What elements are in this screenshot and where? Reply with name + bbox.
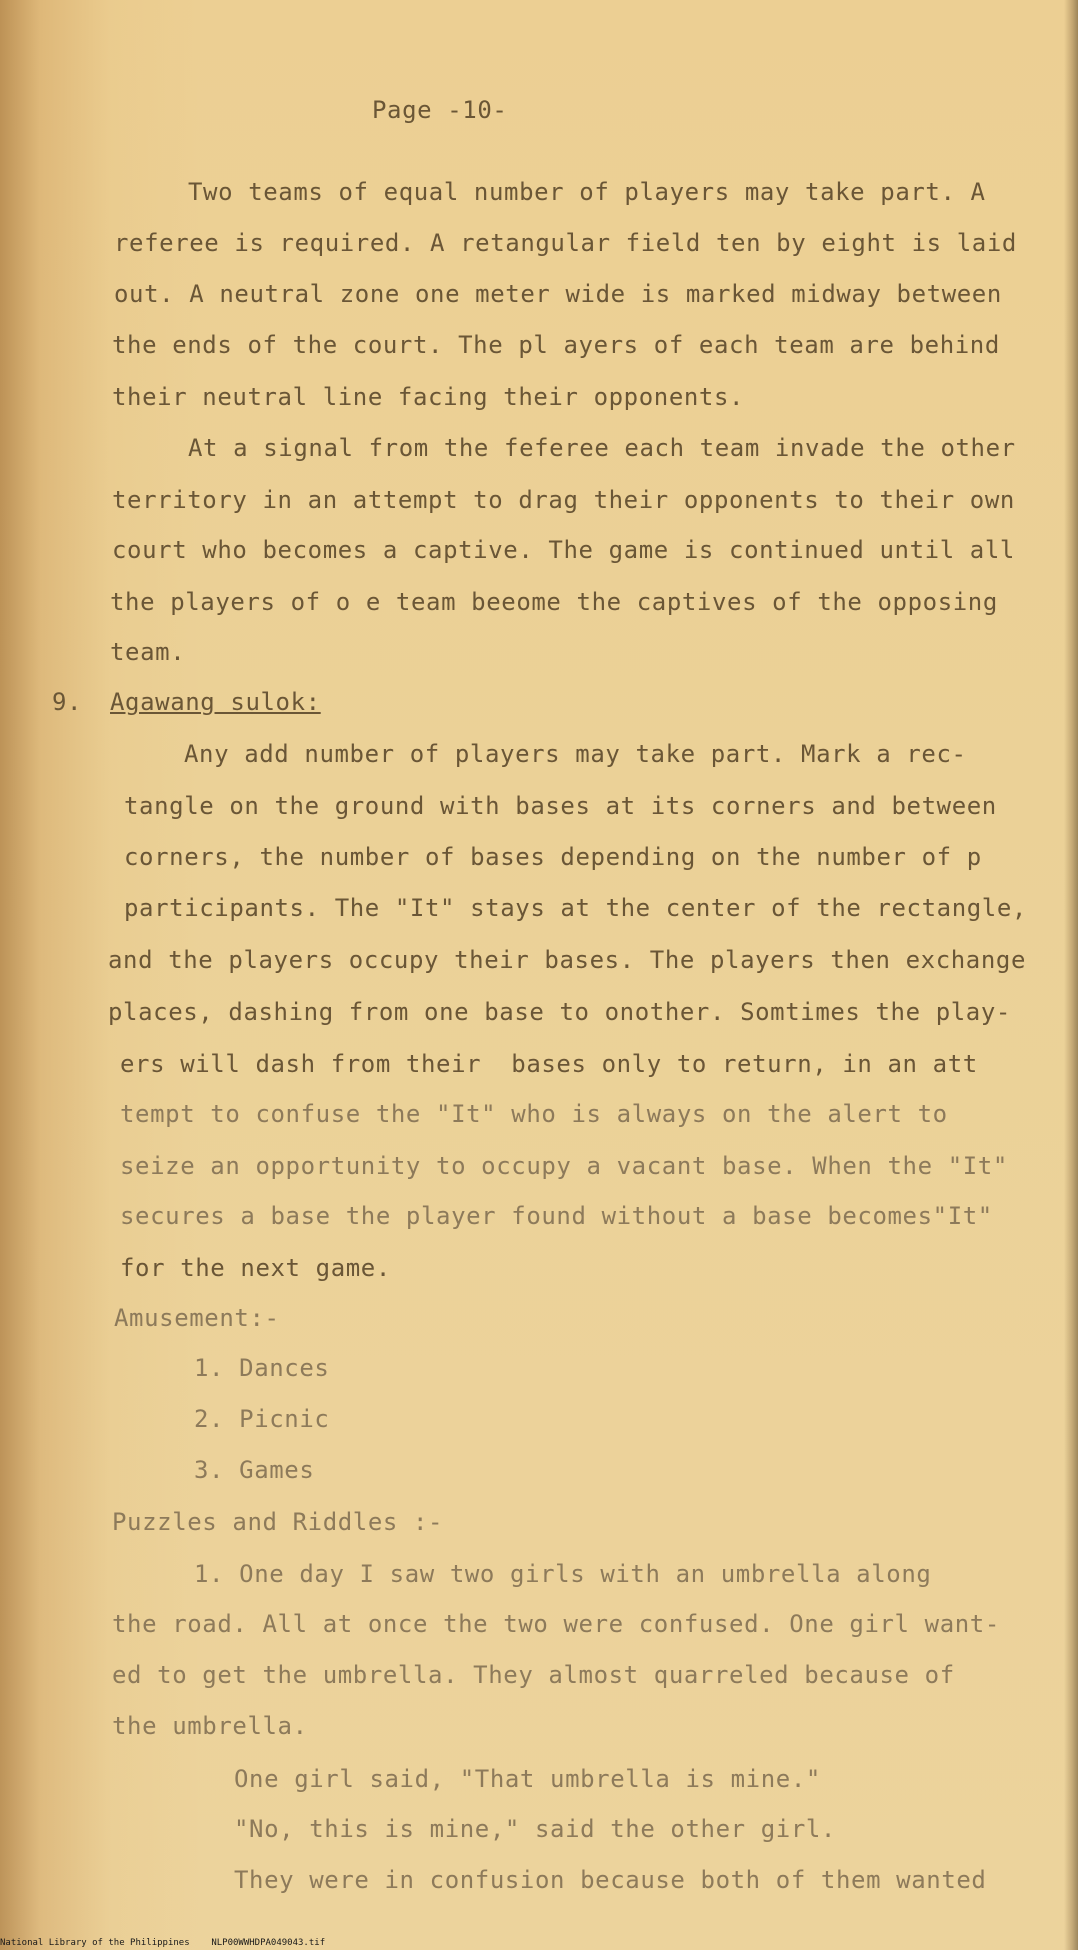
- item-number: 9.: [52, 688, 83, 716]
- amusement-item: 3. Games: [194, 1456, 315, 1484]
- paragraph-line: court who becomes a captive. The game is continued until all: [112, 536, 1015, 564]
- item-title: Agawang sulok:: [110, 688, 321, 716]
- paragraph-line: their neutral line facing their opponents.: [112, 383, 745, 411]
- item-line: tangle on the ground with bases at its corners and between: [124, 792, 997, 820]
- dialogue-line: They were in confusion because both of them wanted: [234, 1866, 987, 1894]
- amusement-item: 1. Dances: [194, 1354, 330, 1382]
- scan-footer: National Library of the Philippines NLP00WWHDPA049043.tif: [0, 1938, 326, 1948]
- puzzle-line: 1. One day I saw two girls with an umbrella along: [194, 1560, 932, 1588]
- dialogue-line: "No, this is mine," said the other girl.: [234, 1815, 836, 1843]
- item-line: places, dashing from one base to onother. Somtimes the play-: [108, 998, 1011, 1026]
- page-edge-shadow: [1064, 0, 1078, 1950]
- puzzles-heading: Puzzles and Riddles :-: [112, 1508, 444, 1536]
- paragraph-line: team.: [110, 638, 186, 666]
- item-line: corners, the number of bases depending on the number of p: [124, 843, 982, 871]
- item-line: seize an opportunity to occupy a vacant base. When the "It": [120, 1152, 1008, 1180]
- puzzle-line: the umbrella.: [112, 1712, 308, 1740]
- paragraph-line: the ends of the court. The pl ayers of each team are behind: [112, 331, 1000, 359]
- item-line: participants. The "It" stays at the center of the rectangle,: [124, 894, 1027, 922]
- paragraph-line: referee is required. A retangular field ten by eight is laid: [114, 229, 1017, 257]
- paragraph-line: the players of o e team beeome the captives of the opposing: [110, 588, 998, 616]
- puzzle-line: the road. All at once the two were confused. One girl want-: [112, 1610, 1000, 1638]
- dialogue-line: One girl said, "That umbrella is mine.": [234, 1765, 821, 1793]
- item-line: tempt to confuse the "It" who is always on the alert to: [120, 1100, 948, 1128]
- item-line: Any add number of players may take part. Mark a rec-: [184, 740, 967, 768]
- amusement-item: 2. Picnic: [194, 1405, 330, 1433]
- page-header: Page -10-: [372, 96, 508, 124]
- paragraph-line: out. A neutral zone one meter wide is marked midway between: [114, 280, 1002, 308]
- item-line: ers will dash from their bases only to return, in an att: [120, 1050, 978, 1078]
- paragraph-line: Two teams of equal number of players may take part. A: [188, 178, 986, 206]
- puzzle-line: ed to get the umbrella. They almost quarreled because of: [112, 1661, 955, 1689]
- item-line: secures a base the player found without a base becomes"It": [120, 1202, 993, 1230]
- paragraph-line: territory in an attempt to drag their opponents to their own: [112, 486, 1015, 514]
- item-line: and the players occupy their bases. The players then exchange: [108, 946, 1027, 974]
- paragraph-line: At a signal from the feferee each team invade the other: [188, 434, 1016, 462]
- item-line: for the next game.: [120, 1254, 391, 1282]
- amusement-heading: Amusement:-: [114, 1304, 280, 1332]
